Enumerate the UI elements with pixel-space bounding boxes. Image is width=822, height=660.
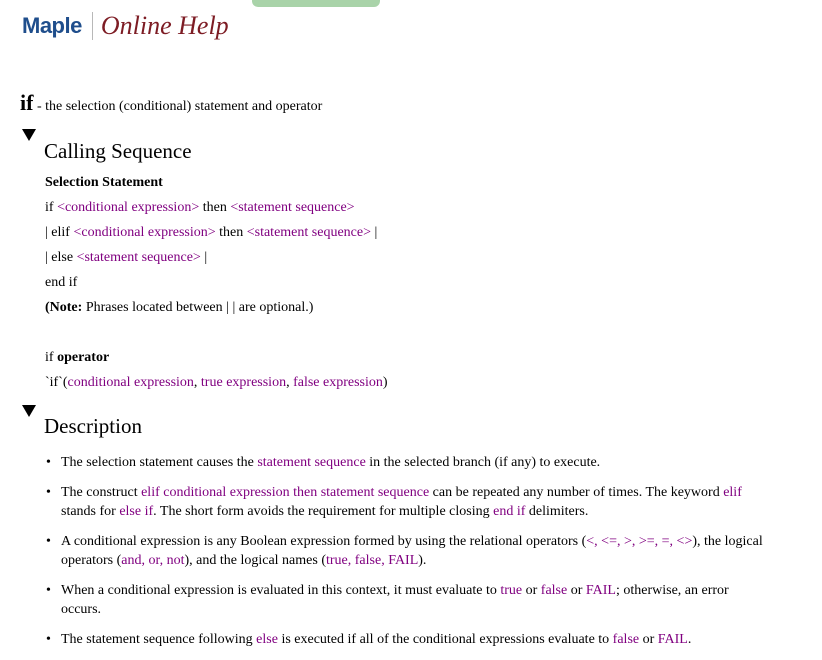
false-link[interactable]: false [612, 632, 640, 647]
else-if-link[interactable]: else if [119, 504, 154, 519]
item-text: . The short form avoids the requirement for multiple closing [153, 504, 494, 519]
title-keyword: if [20, 90, 34, 115]
item-text: ). [418, 553, 427, 568]
list-item [45, 581, 765, 619]
statement-sequence-link[interactable]: <statement sequence> [246, 225, 371, 240]
elif-link[interactable]: elif [723, 485, 742, 500]
item-text: When a conditional expression is evaluated in this context, it must evaluate to [61, 583, 501, 598]
syntax-line-end-if: end if [45, 275, 78, 290]
item-text: A conditional expression is any Boolean expression formed by using the relational operators ( [61, 534, 587, 549]
true-expression-link[interactable]: true expression [200, 375, 287, 390]
relational-operators-link[interactable]: <, <=, >, >=, =, <> [586, 534, 693, 549]
note-label: (Note: [45, 300, 83, 315]
item-text: or [567, 583, 586, 598]
item-text: ; otherwise, an error occurs. [61, 583, 729, 617]
fail-link[interactable]: FAIL [657, 632, 688, 647]
calling-sequence-heading: Calling Sequence [44, 139, 192, 163]
syntax-text: , [286, 375, 294, 390]
maple-logo[interactable]: Maple [22, 13, 82, 38]
operator-keyword: if [45, 350, 54, 365]
item-text: or [522, 583, 541, 598]
operator-label: operator [53, 350, 110, 365]
logical-names-link[interactable]: true, false, FAIL [326, 553, 419, 568]
syntax-line-else [45, 250, 207, 266]
syntax-text: | [370, 225, 378, 240]
fail-link[interactable]: FAIL [585, 583, 616, 598]
else-link[interactable]: else [256, 632, 278, 647]
collapse-description-icon[interactable] [22, 405, 36, 417]
if-operator-heading [45, 350, 109, 366]
item-text: ), and the logical names ( [184, 553, 326, 568]
list-item [45, 630, 765, 649]
conditional-expression-link[interactable]: conditional expression [67, 375, 194, 390]
description-list [45, 453, 765, 660]
end-if-link[interactable]: end if [493, 504, 526, 519]
item-text: The construct [61, 485, 142, 500]
item-text: in the selected branch (if any) to execute. [365, 455, 601, 470]
optional-note [45, 300, 313, 316]
item-text: stands for [61, 504, 120, 519]
item-text: delimiters. [525, 504, 589, 519]
collapse-calling-sequence-icon[interactable] [22, 129, 36, 141]
top-tab-indicator [252, 0, 380, 7]
elif-construct-link[interactable]: elif conditional expression then statement sequence [141, 485, 430, 500]
list-item [45, 483, 765, 521]
logical-operators-link[interactable]: and, or, not [121, 553, 185, 568]
list-item [45, 532, 765, 570]
header [22, 10, 229, 42]
operator-syntax-line [45, 375, 388, 391]
syntax-text: | else [45, 250, 77, 265]
syntax-text: | elif [45, 225, 74, 240]
syntax-text: , [193, 375, 201, 390]
selection-statement-heading: Selection Statement [45, 175, 163, 190]
syntax-text: then [215, 225, 247, 240]
syntax-text: if [45, 200, 58, 215]
syntax-text: then [199, 200, 231, 215]
item-text: or [639, 632, 658, 647]
title-description: - the selection (conditional) statement and operator [33, 99, 323, 114]
description-heading: Description [44, 414, 142, 438]
statement-sequence-link[interactable]: <statement sequence> [76, 250, 201, 265]
statement-sequence-link[interactable]: <statement sequence> [230, 200, 355, 215]
list-item [45, 453, 765, 472]
online-help-title: Online Help [100, 11, 229, 40]
syntax-text: ) [382, 375, 388, 390]
item-text: The selection statement causes the [61, 455, 258, 470]
statement-sequence-link[interactable]: statement sequence [257, 455, 366, 470]
conditional-expression-link[interactable]: <conditional expression> [57, 200, 200, 215]
logo-divider [92, 12, 93, 40]
item-text: can be repeated any number of times. The keyword [429, 485, 724, 500]
syntax-line-if [45, 200, 355, 216]
note-text: Phrases located between | | are optional.) [82, 300, 314, 315]
syntax-line-elif [45, 225, 377, 241]
item-text: . [687, 632, 692, 647]
item-text: is executed if all of the conditional expressions evaluate to [277, 632, 613, 647]
item-text: ), the logical operators ( [61, 534, 763, 568]
syntax-text: | [200, 250, 208, 265]
syntax-text: `if`( [45, 375, 68, 390]
page-title [20, 90, 322, 116]
conditional-expression-link[interactable]: <conditional expression> [73, 225, 216, 240]
false-expression-link[interactable]: false expression [293, 375, 383, 390]
true-link[interactable]: true [500, 583, 523, 598]
item-text: The statement sequence following [61, 632, 257, 647]
false-link[interactable]: false [540, 583, 568, 598]
